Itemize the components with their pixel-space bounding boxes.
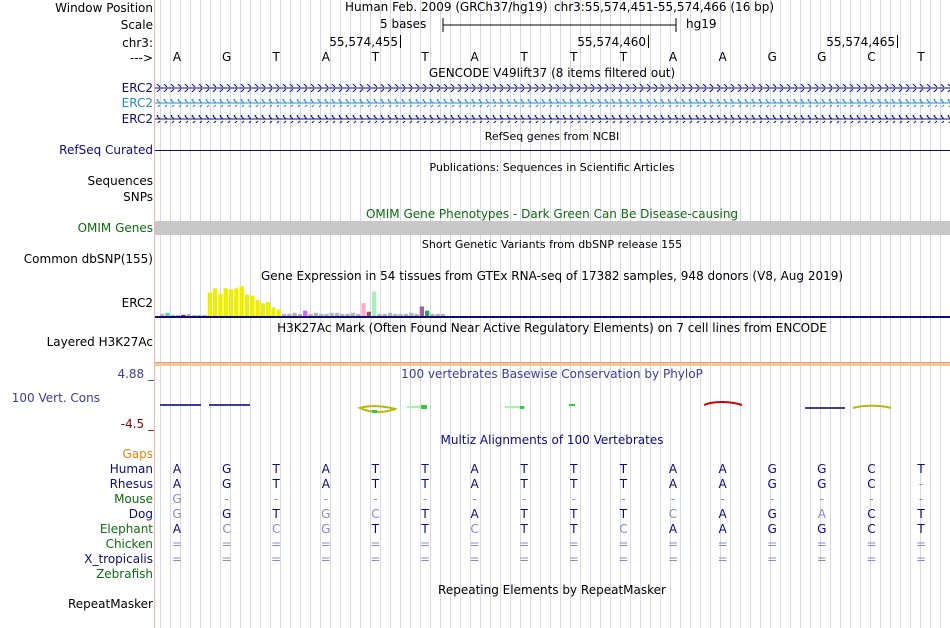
alignment-base: A <box>718 522 727 536</box>
refseq-track-title[interactable]: RefSeq genes from NCBI <box>484 130 620 143</box>
sequence-base: A <box>668 50 678 64</box>
scale-db-label: hg19 <box>686 17 717 31</box>
alignment-base: G <box>817 477 827 491</box>
alignment-base: T <box>619 477 628 491</box>
alignment-base: T <box>917 507 925 521</box>
alignment-base: T <box>520 462 528 476</box>
alignment-base: - <box>621 492 626 506</box>
species-label[interactable]: Mouse <box>114 492 153 506</box>
alignment-base: = <box>568 552 579 566</box>
alignment-base: - <box>323 492 328 506</box>
gtex-tissue-bar[interactable] <box>420 306 424 316</box>
alignment-base: G <box>172 492 182 506</box>
alignment-base: = <box>767 552 778 566</box>
alignment-base: - <box>869 492 874 506</box>
alignment-base: C <box>867 462 876 476</box>
alignment-base: = <box>370 552 381 566</box>
gtex-tissue-bar[interactable] <box>245 295 249 316</box>
cons-wiggle[interactable] <box>155 395 950 420</box>
sequence-base: A <box>172 50 182 64</box>
alignment-base: G <box>172 507 182 521</box>
alignment-base: T <box>371 477 380 491</box>
alignment-base: A <box>668 462 678 476</box>
cons-track-title[interactable]: 100 vertebrates Basewise Conservation by PhyloP <box>401 367 703 381</box>
alignment-base: = <box>717 537 728 551</box>
alignment-base: = <box>667 537 679 551</box>
h3k27ac-track-label[interactable]: Layered H3K27Ac <box>46 335 153 349</box>
omim-gene-bar[interactable] <box>155 221 950 235</box>
alignment-base: A <box>668 477 678 491</box>
sequence-base: A <box>718 50 727 64</box>
sequence-base: T <box>272 50 280 64</box>
gencode-track-title[interactable]: GENCODE V49lift37 (8 items filtered out) <box>428 66 676 80</box>
gencode-transcripts[interactable] <box>155 80 950 125</box>
strand-arrow-label: ---> <box>129 51 153 65</box>
alignment-base: = <box>519 537 530 551</box>
gtex-tissue-bar[interactable] <box>234 288 238 316</box>
ruler-tick-label: 55,574,455 <box>329 35 398 49</box>
alignment-base: = <box>419 552 431 566</box>
sequence-base: T <box>421 50 429 64</box>
alignment-base: T <box>272 462 280 476</box>
refseq-track-label[interactable]: RefSeq Curated <box>59 143 153 157</box>
alignment-base: T <box>421 507 429 521</box>
alignment-base: = <box>568 537 579 551</box>
alignment-base: - <box>274 492 279 506</box>
alignment-base: G <box>321 507 331 521</box>
alignment-base: - <box>571 492 576 506</box>
window-position-label: Window Position <box>55 1 153 15</box>
gtex-tissue-bar[interactable] <box>224 288 228 316</box>
gtex-tissue-bar[interactable] <box>208 293 212 316</box>
alignment-base: = <box>320 537 331 551</box>
alignment-base: T <box>421 462 429 476</box>
alignment-base: = <box>866 537 877 551</box>
alignment-base: G <box>767 462 777 476</box>
alignment-base: A <box>470 507 479 521</box>
gtex-tissue-bar[interactable] <box>240 286 244 316</box>
alignment-base: = <box>618 552 629 566</box>
alignment-base: G <box>221 507 232 521</box>
alignment-base: C <box>668 507 678 521</box>
alignment-base: - <box>472 492 477 506</box>
snps-label[interactable]: SNPs <box>123 190 153 204</box>
gtex-track-label[interactable]: ERC2 <box>121 296 153 310</box>
species-label[interactable]: Dog <box>128 507 153 521</box>
alignment-base: = <box>171 552 183 566</box>
gtex-tissue-bar[interactable] <box>372 291 376 316</box>
alignment-base: T <box>619 507 628 521</box>
gencode-item-label[interactable]: ERC2 <box>121 96 153 110</box>
alignment-base: C <box>271 522 281 536</box>
alignment-base: C <box>371 507 380 521</box>
gtex-tissue-bar[interactable] <box>218 294 222 316</box>
alignment-base: A <box>470 462 479 476</box>
cons-ymin-label: -4.5 _ <box>120 417 154 431</box>
alignment-base: - <box>770 492 775 506</box>
alignment-base: A <box>172 462 182 476</box>
alignment-base: T <box>371 522 380 536</box>
gtex-tissue-bar[interactable] <box>255 300 259 316</box>
species-label[interactable]: X_tropicalis <box>84 552 153 566</box>
alignment-base: = <box>667 552 679 566</box>
alignment-base: C <box>222 522 231 536</box>
gtex-bar-chart[interactable] <box>155 283 950 318</box>
sequence-base: T <box>619 50 628 64</box>
refseq-gene-line[interactable] <box>155 150 950 151</box>
alignment-base: - <box>819 492 824 506</box>
sequence-base: G <box>767 50 777 64</box>
alignment-base: = <box>915 552 927 566</box>
alignment-base: = <box>271 537 282 551</box>
alignment-base: = <box>816 552 827 566</box>
assembly-title: Human Feb. 2009 (GRCh37/hg19) <box>345 0 548 14</box>
alignment-base: T <box>570 477 578 491</box>
gtex-tissue-bar[interactable] <box>361 303 365 316</box>
alignment-base: = <box>221 552 232 566</box>
alignment-base: = <box>915 537 927 551</box>
gtex-tissue-bar[interactable] <box>266 302 270 316</box>
alignment-base: - <box>918 492 924 506</box>
gaps-label[interactable]: Gaps <box>122 447 153 461</box>
alignment-base: = <box>469 552 480 566</box>
sequence-base: T <box>520 50 528 64</box>
alignment-base: A <box>470 477 479 491</box>
alignment-base: A <box>668 522 678 536</box>
sequence-base: A <box>470 50 479 64</box>
window-position: chr3:55,574,451-55,574,466 (16 bp) <box>554 0 775 14</box>
species-label[interactable]: Rhesus <box>109 477 153 491</box>
sequence-base: G <box>221 50 232 64</box>
alignment-base: = <box>469 537 480 551</box>
sequence-base: A <box>321 50 330 64</box>
gtex-tissue-bar[interactable] <box>250 296 254 316</box>
alignment-base: = <box>717 552 728 566</box>
gencode-item-label[interactable]: ERC2 <box>121 81 153 95</box>
species-label[interactable]: Elephant <box>99 522 153 536</box>
ruler-tick-mark <box>400 35 401 48</box>
ruler-tick-mark <box>648 35 649 48</box>
scale-bar <box>442 16 682 34</box>
alignment-base: T <box>421 477 429 491</box>
alignment-base: = <box>221 537 232 551</box>
species-label[interactable]: Human <box>109 462 153 476</box>
cons-ymax-label: 4.88 _ <box>117 367 154 381</box>
alignment-base: T <box>520 477 528 491</box>
alignment-base: C <box>867 507 876 521</box>
alignment-base: G <box>767 507 777 521</box>
h3k27ac-track-title[interactable]: H3K27Ac Mark (Often Found Near Active Regulatory Elements) on 7 cell lines from ENCODE <box>277 321 827 335</box>
scale-label: Scale <box>120 18 153 32</box>
alignment-base: - <box>670 492 676 506</box>
omim-track-label[interactable]: OMIM Genes <box>77 221 153 235</box>
alignment-base: T <box>570 522 578 536</box>
ruler-tick-mark <box>897 35 898 48</box>
alignment-base: T <box>272 507 280 521</box>
alignment-base: T <box>570 507 578 521</box>
alignment-base: G <box>221 477 232 491</box>
alignment-base: A <box>321 462 330 476</box>
alignment-base: = <box>171 537 183 551</box>
chrom-label: chr3: <box>122 36 153 50</box>
gencode-transcript-2 <box>155 99 950 107</box>
alignment-base: G <box>767 477 777 491</box>
repeatmasker-track-label[interactable]: RepeatMasker <box>67 597 153 611</box>
gtex-tissue-bar[interactable] <box>261 303 265 316</box>
alignment-base: T <box>520 522 528 536</box>
sequence-base: T <box>570 50 578 64</box>
alignment-base: = <box>370 537 381 551</box>
dbsnp-track-title[interactable]: Short Genetic Variants from dbSNP release 155 <box>421 238 683 251</box>
alignment-base: - <box>373 492 378 506</box>
alignment-base: G <box>817 462 827 476</box>
alignment-base: A <box>718 507 727 521</box>
alignment-base: C <box>619 522 628 536</box>
alignment-base: = <box>866 552 877 566</box>
alignment-base: = <box>519 552 530 566</box>
gencode-transcript-3 <box>155 115 950 123</box>
alignment-base: T <box>619 462 628 476</box>
ruler-tick-label: 55,574,460 <box>577 35 646 49</box>
alignment-base: A <box>172 477 182 491</box>
alignment-base: = <box>271 552 282 566</box>
alignment-base: C <box>867 477 876 491</box>
alignment-base: - <box>918 477 924 491</box>
alignment-base: A <box>172 522 182 536</box>
alignment-base: T <box>272 477 280 491</box>
sequence-base: G <box>817 50 827 64</box>
gencode-transcript-1 <box>155 84 950 92</box>
alignment-base: T <box>520 507 528 521</box>
h3k27ac-signal[interactable] <box>155 362 950 366</box>
alignment-base: G <box>767 522 777 536</box>
gencode-item-label[interactable]: ERC2 <box>121 112 153 126</box>
species-label[interactable]: Chicken <box>105 537 153 551</box>
gtex-tissue-bar[interactable] <box>213 288 217 316</box>
alignment-base: T <box>917 522 925 536</box>
alignment-base: A <box>321 477 330 491</box>
alignment-base: - <box>720 492 725 506</box>
alignment-base: G <box>817 522 827 536</box>
alignment-base: = <box>618 537 629 551</box>
sequence-base: T <box>371 50 380 64</box>
alignment-base: A <box>817 507 826 521</box>
cons-track-label[interactable]: 100 Vert. Cons <box>11 391 100 405</box>
scale-bar-text: 5 bases <box>380 17 427 31</box>
alignment-base: - <box>422 492 428 506</box>
species-label[interactable]: Zebrafish <box>96 567 153 581</box>
alignment-base: G <box>321 522 331 536</box>
ruler-tick-label: 55,574,465 <box>826 35 895 49</box>
alignment-base: = <box>419 537 431 551</box>
alignment-base: A <box>718 477 727 491</box>
publications-track-title[interactable]: Publications: Sequences in Scientific Articles <box>429 161 675 174</box>
omim-track-title[interactable]: OMIM Gene Phenotypes - Dark Green Can Be Disease-causing <box>365 207 739 221</box>
multiz-track-title[interactable]: Multiz Alignments of 100 Vertebrates <box>440 433 664 447</box>
alignment-base: = <box>767 537 778 551</box>
repeatmasker-track-title[interactable]: Repeating Elements by RepeatMasker <box>438 583 666 597</box>
track-data-area[interactable] <box>155 0 950 628</box>
alignment-base: T <box>421 522 429 536</box>
sequence-base: C <box>867 50 876 64</box>
alignment-base: T <box>917 462 925 476</box>
alignment-base: - <box>224 492 229 506</box>
alignment-base: G <box>221 462 232 476</box>
alignment-base: T <box>570 462 578 476</box>
sequences-label[interactable]: Sequences <box>87 174 153 188</box>
gtex-gene-line <box>155 316 950 318</box>
alignment-base: - <box>522 492 527 506</box>
alignment-base: T <box>371 462 380 476</box>
alignment-base: C <box>867 522 876 536</box>
alignment-base: A <box>718 462 727 476</box>
alignment-base: C <box>470 522 479 536</box>
sequence-base: T <box>917 50 925 64</box>
alignment-base: = <box>320 552 331 566</box>
gtex-track-title[interactable]: Gene Expression in 54 tissues from GTEx RNA-seq of 17382 samples, 948 donors (V8, Aug 2019) <box>260 269 844 283</box>
alignment-base: = <box>816 537 827 551</box>
gtex-tissue-bar[interactable] <box>229 289 233 316</box>
dbsnp-track-label[interactable]: Common dbSNP(155) <box>23 252 153 266</box>
gtex-tissue-bar[interactable] <box>271 307 275 316</box>
